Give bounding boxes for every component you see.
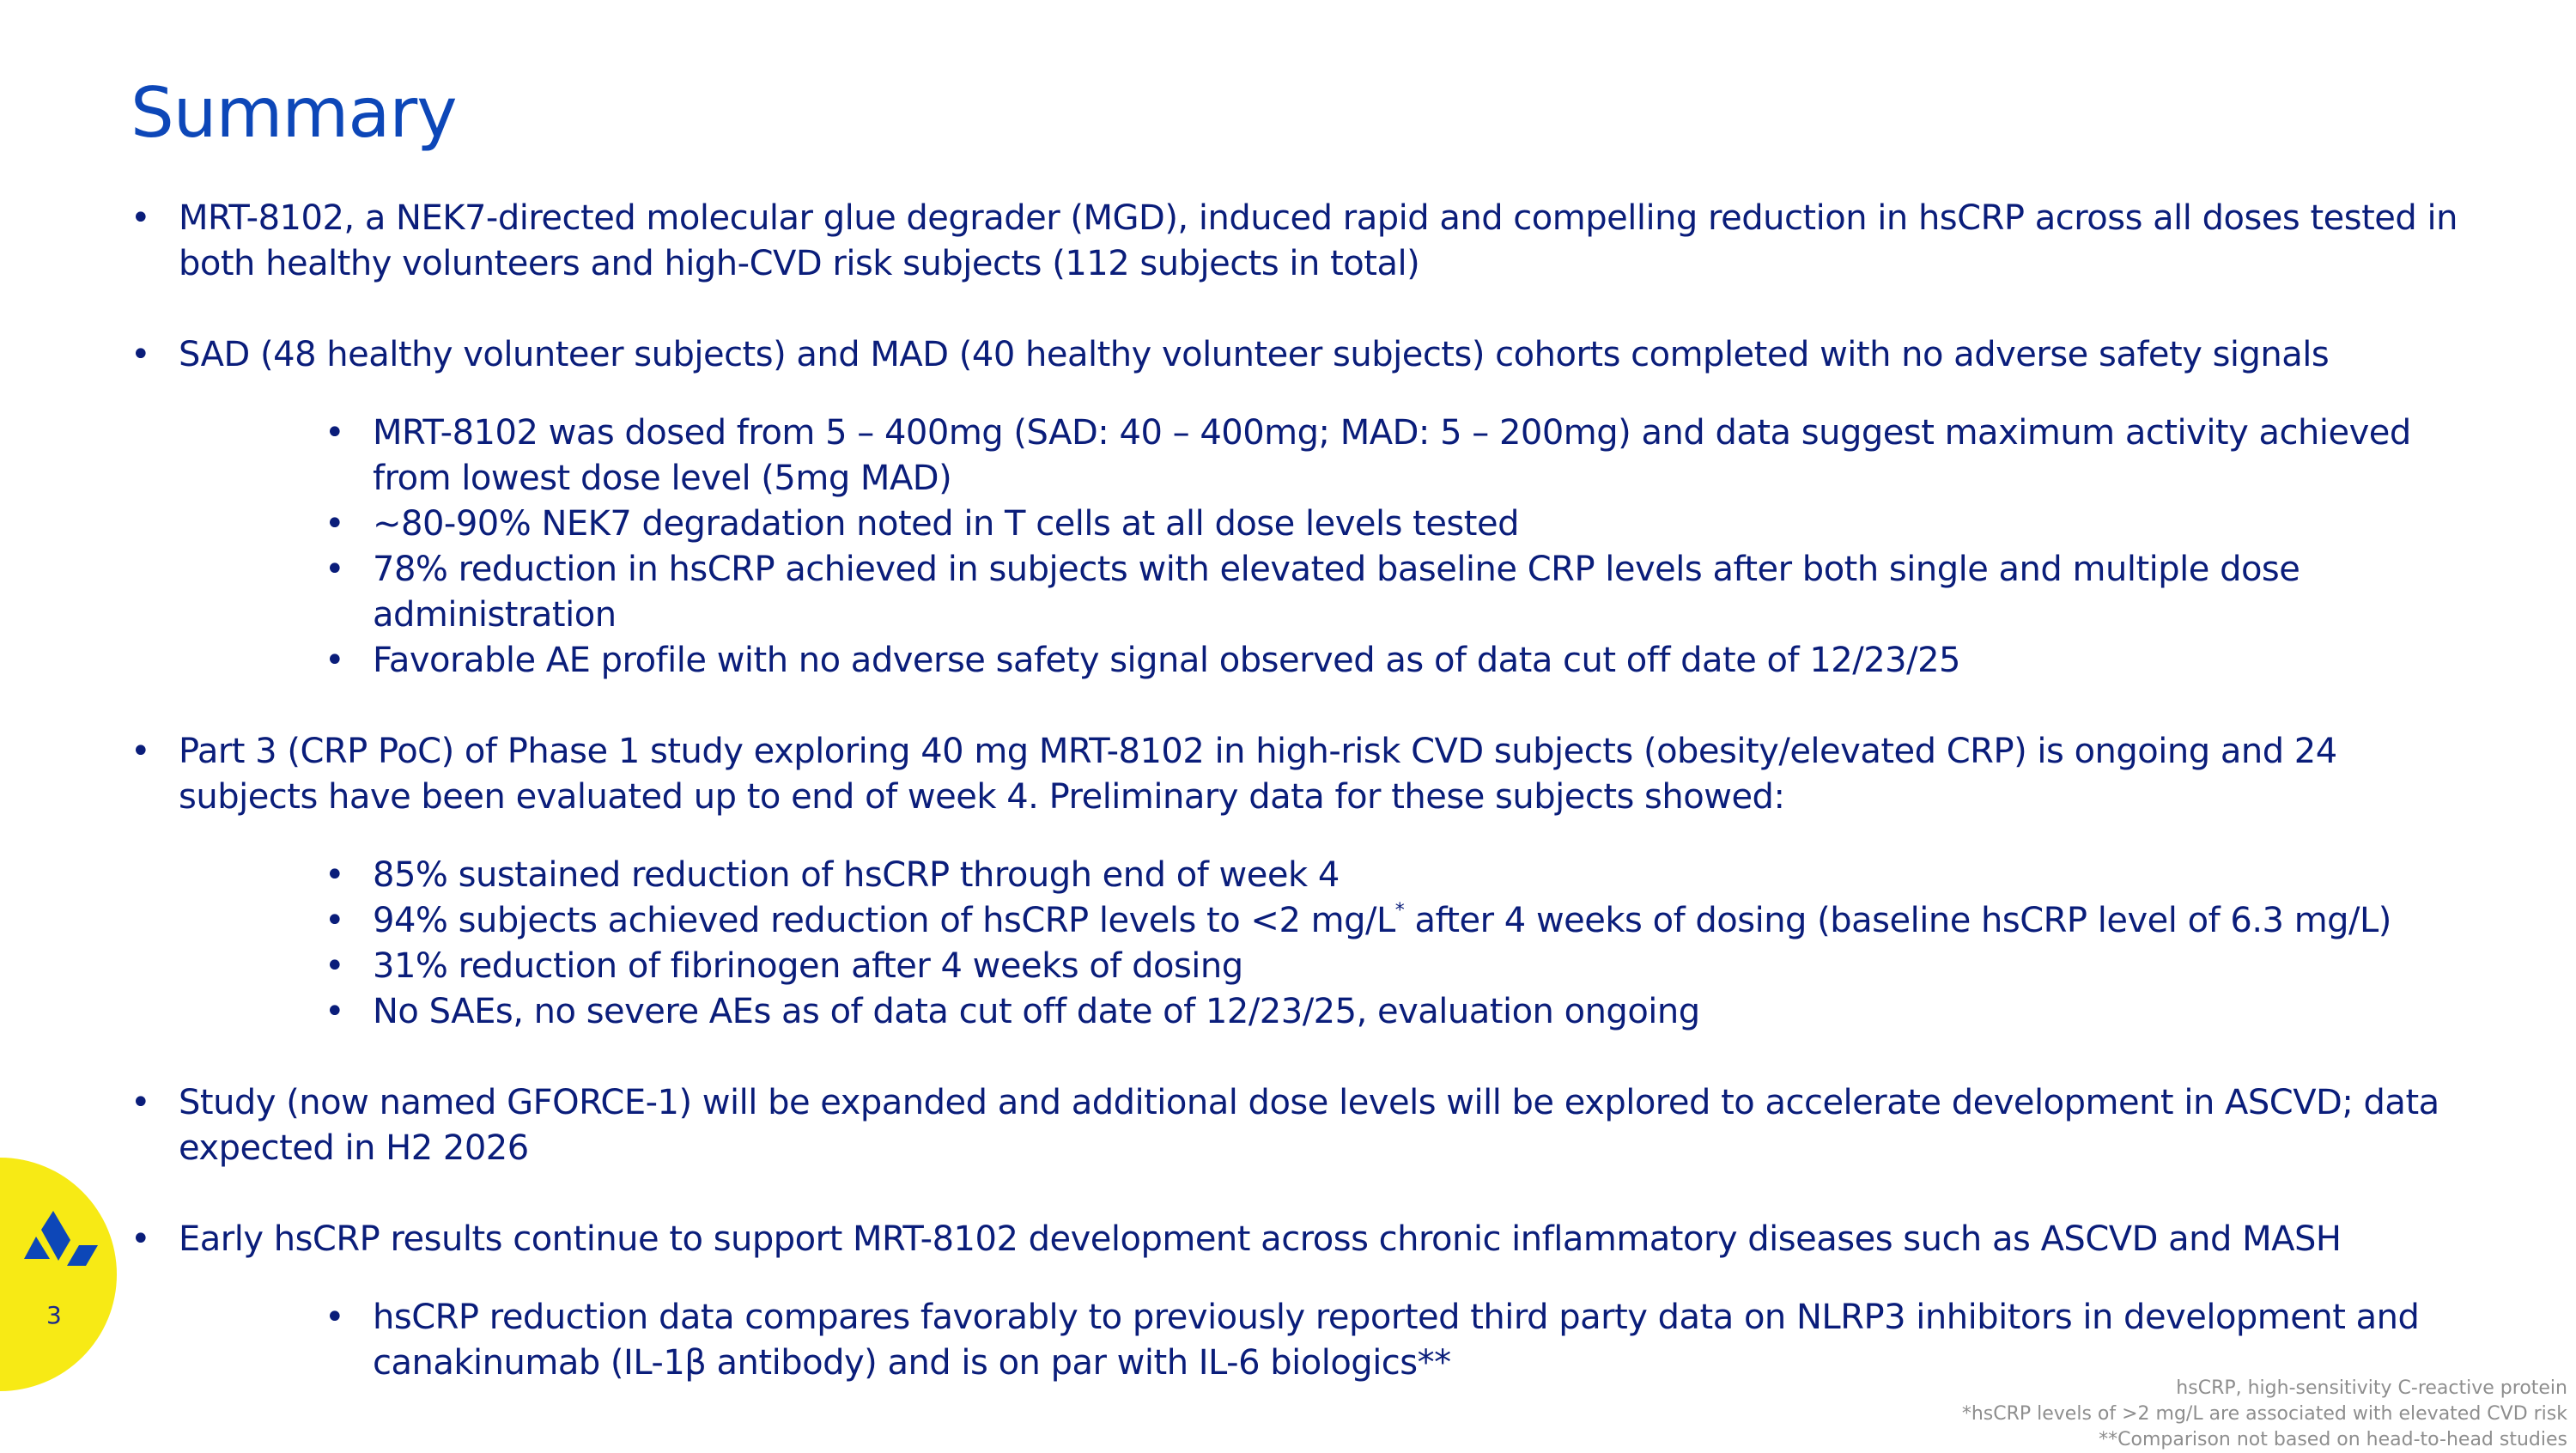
page-title: Summary: [131, 73, 457, 153]
sub-bullet-hscrp-reduction: [325, 547, 2466, 638]
bullet-dot: •: [131, 198, 151, 238]
logo-badge: [0, 1158, 117, 1391]
bullet-line: MRT-8102, a NEK7-directed molecular glue degrader (MGD), induced rapid and compelling reduction in hsCRP across all doses tested in: [179, 198, 2458, 238]
sub-bullet-subjects-below-2mg: [325, 898, 2466, 944]
bullet-line: from lowest dose level (5mg MAD): [373, 459, 952, 498]
sub-bullet-dosing: [325, 410, 2466, 502]
bullet-line: administration: [373, 595, 617, 635]
logo-right-shape: [67, 1245, 98, 1266]
footnote-hscrp-definition: hsCRP, high-sensitivity C-reactive protein: [2176, 1377, 2567, 1399]
summary-content: [131, 196, 2466, 1386]
sub-bullet-comparison: [325, 1295, 2466, 1386]
logo-left-shape: [24, 1237, 50, 1259]
bullet-line: ~80-90% NEK7 degradation noted in T cells at all dose levels tested: [373, 504, 1519, 544]
company-logo-icon: [15, 1206, 101, 1274]
bullet-dot: •: [325, 946, 345, 986]
bullet-line: hsCRP reduction data compares favorably to previously reported third party data on NLRP3 inhibitors in development and: [373, 1298, 2420, 1337]
footnotes: [1962, 1376, 2567, 1453]
bullet-dot: •: [131, 732, 151, 771]
bullet-dot: •: [325, 504, 345, 544]
bullet-text-before: 94% subjects achieved reduction of hsCRP levels to <2 mg/L: [373, 901, 1395, 940]
bullet-dot: •: [325, 992, 345, 1031]
bullet-dot: •: [325, 550, 345, 589]
page-number: 3: [46, 1301, 62, 1329]
bullet-mrt8102-overview: [131, 196, 2466, 287]
bullet-line: 78% reduction in hsCRP achieved in subjects with elevated baseline CRP levels after both single and multiple dose: [373, 550, 2300, 589]
sub-bullet-nek7-degradation: [325, 502, 2466, 547]
bullet-line: Favorable AE profile with no adverse safety signal observed as of data cut off date of 12/23/25: [373, 641, 1960, 680]
bullet-line: Study (now named GFORCE-1) will be expanded and additional dose levels will be explored to accelerate development in ASCVD; data: [179, 1083, 2439, 1122]
bullet-line: Early hsCRP results continue to support MRT-8102 development across chronic inflammatory diseases such as ASCVD and MASH: [179, 1219, 2342, 1259]
bullet-line: 85% sustained reduction of hsCRP through end of week 4: [373, 855, 1340, 895]
bullet-line: No SAEs, no severe AEs as of data cut off date of 12/23/25, evaluation ongoing: [373, 992, 1700, 1031]
bullet-line: [373, 898, 2466, 944]
sub-bullet-no-saes: [325, 989, 2466, 1035]
bullet-dot: •: [325, 901, 345, 940]
bullet-gforce-1: [131, 1080, 2466, 1171]
bullet-part3-crp-poc: [131, 729, 2466, 820]
bullet-line: SAD (48 healthy volunteer subjects) and MAD (40 healthy volunteer subjects) cohorts completed with no adverse safety signals: [179, 335, 2330, 374]
bullet-line: MRT-8102 was dosed from 5 – 400mg (SAD: 40 – 400mg; MAD: 5 – 200mg) and data suggest maximum activity achieved: [373, 413, 2411, 453]
bullet-line: expected in H2 2026: [179, 1128, 529, 1168]
bullet-dot: •: [131, 1219, 151, 1259]
sub-bullet-fibrinogen: [325, 944, 2466, 989]
bullet-line: subjects have been evaluated up to end of week 4. Preliminary data for these subjects showed:: [179, 777, 1785, 817]
bullet-line: both healthy volunteers and high-CVD risk subjects (112 subjects in total): [179, 244, 1420, 283]
bullet-line: canakinumab (IL-1β antibody) and is on par with IL-6 biologics**: [373, 1343, 1451, 1383]
bullet-dot: •: [131, 335, 151, 374]
bullet-dot: •: [325, 1298, 345, 1337]
bullet-dot: •: [325, 855, 345, 895]
bullet-text-after: after 4 weeks of dosing (baseline hsCRP level of 6.3 mg/L): [1404, 901, 2391, 940]
bullet-line: 31% reduction of fibrinogen after 4 weeks of dosing: [373, 946, 1243, 986]
footnote-marker: *: [1394, 900, 1405, 921]
bullet-dot: •: [325, 413, 345, 453]
bullet-early-hscrp-results: [131, 1217, 2466, 1262]
bullet-dot: •: [325, 641, 345, 680]
sub-bullet-sustained-reduction: [325, 853, 2466, 898]
sub-bullet-ae-profile: [325, 638, 2466, 684]
bullet-dot: •: [131, 1083, 151, 1122]
footnote-comparison: **Comparison not based on head-to-head studies: [2099, 1429, 2567, 1450]
bullet-sad-mad: [131, 332, 2466, 378]
bullet-line: Part 3 (CRP PoC) of Phase 1 study exploring 40 mg MRT-8102 in high-risk CVD subjects (obesity/elevated CRP) is ongoing and 24: [179, 732, 2337, 771]
footnote-cvd-risk: *hsCRP levels of >2 mg/L are associated with elevated CVD risk: [1961, 1403, 2567, 1425]
